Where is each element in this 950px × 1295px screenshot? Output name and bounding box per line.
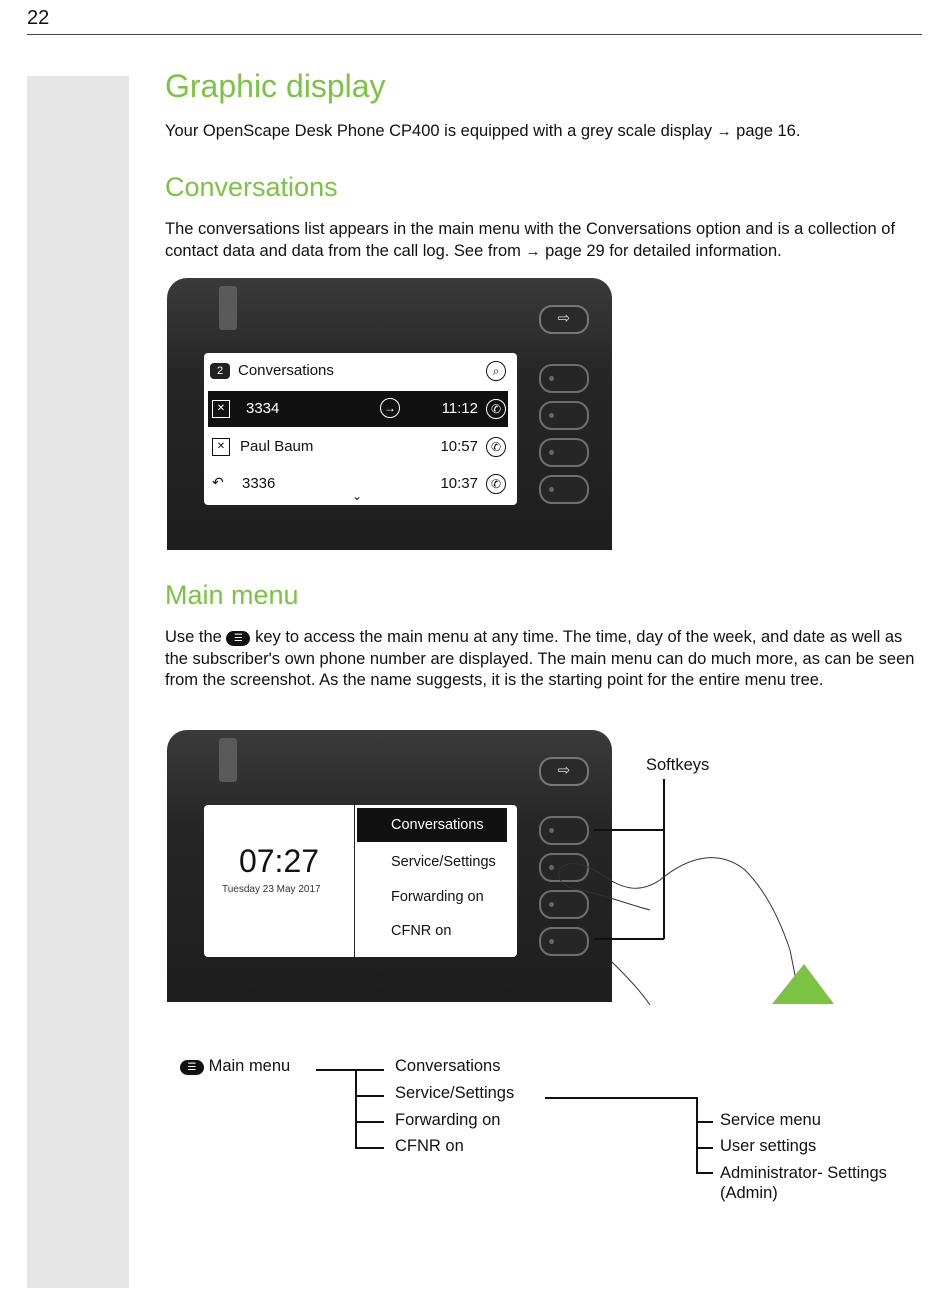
tree-line [355,1121,384,1123]
phone-main-menu-image [167,730,612,1002]
softkey-1[interactable] [539,816,589,845]
softkeys-line [594,829,664,831]
chevron-down-icon: ⌄ [352,489,363,503]
call-icon[interactable]: ✆ [486,399,506,419]
screen-header [208,353,508,389]
graphic-display-text: Your OpenScape Desk Phone CP400 is equipped with a grey scale display → page 16. [165,122,801,140]
conversations-text: The conversations list appears in the main menu with the Conversations option and is a collection of contact data and data from the call log. See from → page 29 for detailed information. [165,220,896,260]
tree-subitem: User settings [720,1137,817,1155]
tree-line [545,1097,697,1099]
search-icon[interactable]: ⌕ [486,361,506,381]
menu-item-service-settings[interactable]: Service/Settings [391,854,496,870]
header-rule [27,34,922,35]
tree-line [696,1172,713,1174]
exit-key[interactable]: ⇨ [539,757,589,786]
left-margin-bar [27,76,129,1288]
next-page-triangle-icon[interactable] [772,962,836,1006]
call-icon[interactable]: ✆ [486,474,506,494]
handset-slot [219,286,237,330]
menu-key-icon: ☰ [226,631,250,646]
tree-line [355,1147,384,1149]
tree-item: Forwarding on [395,1111,501,1129]
call-icon[interactable]: ✆ [486,437,506,457]
list-item-name: 3336 [242,475,276,492]
date: Tuesday 23 May 2017 [222,884,321,895]
tree-subitem: (Admin) [720,1184,778,1202]
tree-line [355,1095,384,1097]
tree-root: ☰ Main menu [180,1057,290,1076]
tree-line [355,1069,357,1148]
menu-item-conversations[interactable]: Conversations [357,808,507,842]
phone-conversations-image [167,278,612,550]
badge: 2 [210,363,230,379]
softkey-1[interactable] [539,364,589,393]
softkey-4[interactable] [539,475,589,504]
tree-item: Conversations [395,1057,501,1075]
arrow-right-icon: → [525,242,541,260]
list-item-name: 3334 [246,400,280,417]
menu-key-icon: ☰ [180,1060,204,1075]
handset-slot [219,738,237,782]
main-menu-screen [204,805,517,957]
screen-title: Conversations [238,362,334,379]
page-ref-link[interactable]: page 16. [736,122,801,140]
exit-key[interactable]: ⇨ [539,305,589,334]
menu-item-cfnr[interactable]: CFNR on [391,923,452,939]
page-ref-link[interactable]: page 29 for detailed information. [545,241,782,260]
arrow-right-icon: → [716,123,732,140]
list-item[interactable] [208,429,508,465]
softkeys-label: Softkeys [646,756,710,774]
tree-subitem: Service menu [720,1111,821,1129]
section-title-graphic-display: Graphic display [165,68,386,104]
tree-line [316,1069,384,1071]
tree-line [696,1097,698,1172]
tree-line [696,1121,713,1123]
page-number: 22 [27,7,50,29]
list-item[interactable] [208,391,508,427]
clock: 07:27 [238,843,320,879]
list-item-time: 10:37 [440,475,478,492]
tree-item: CFNR on [395,1137,464,1155]
tree-subitem: Administrator- Settings [720,1164,887,1182]
tree-item: Service/Settings [395,1084,515,1102]
softkey-3[interactable] [539,438,589,467]
softkey-2[interactable] [539,401,589,430]
list-item-time: 11:12 [441,400,478,417]
list-item-time: 10:57 [440,438,478,455]
contact-icon: ✕ [212,400,230,418]
forward-arrow-icon: → [380,398,400,418]
section-title-main-menu: Main menu [165,580,299,610]
tree-line [696,1147,713,1149]
main-menu-text: Use the ☰ key to access the main menu at any time. The time, day of the week, and date as well as the subscriber's own phone number are displayed. The main menu can do much more, as can be seen from the screenshot. As the name suggests, it is the starting point for the entire menu tree. [165,628,915,689]
missed-call-icon: ↶ [212,474,224,490]
section-title-conversations: Conversations [165,172,338,202]
conversations-screen [204,353,517,505]
list-item-name: Paul Baum [240,438,314,455]
contact-icon: ✕ [212,438,230,456]
screen-divider [354,805,355,957]
menu-item-forwarding[interactable]: Forwarding on [391,889,484,905]
